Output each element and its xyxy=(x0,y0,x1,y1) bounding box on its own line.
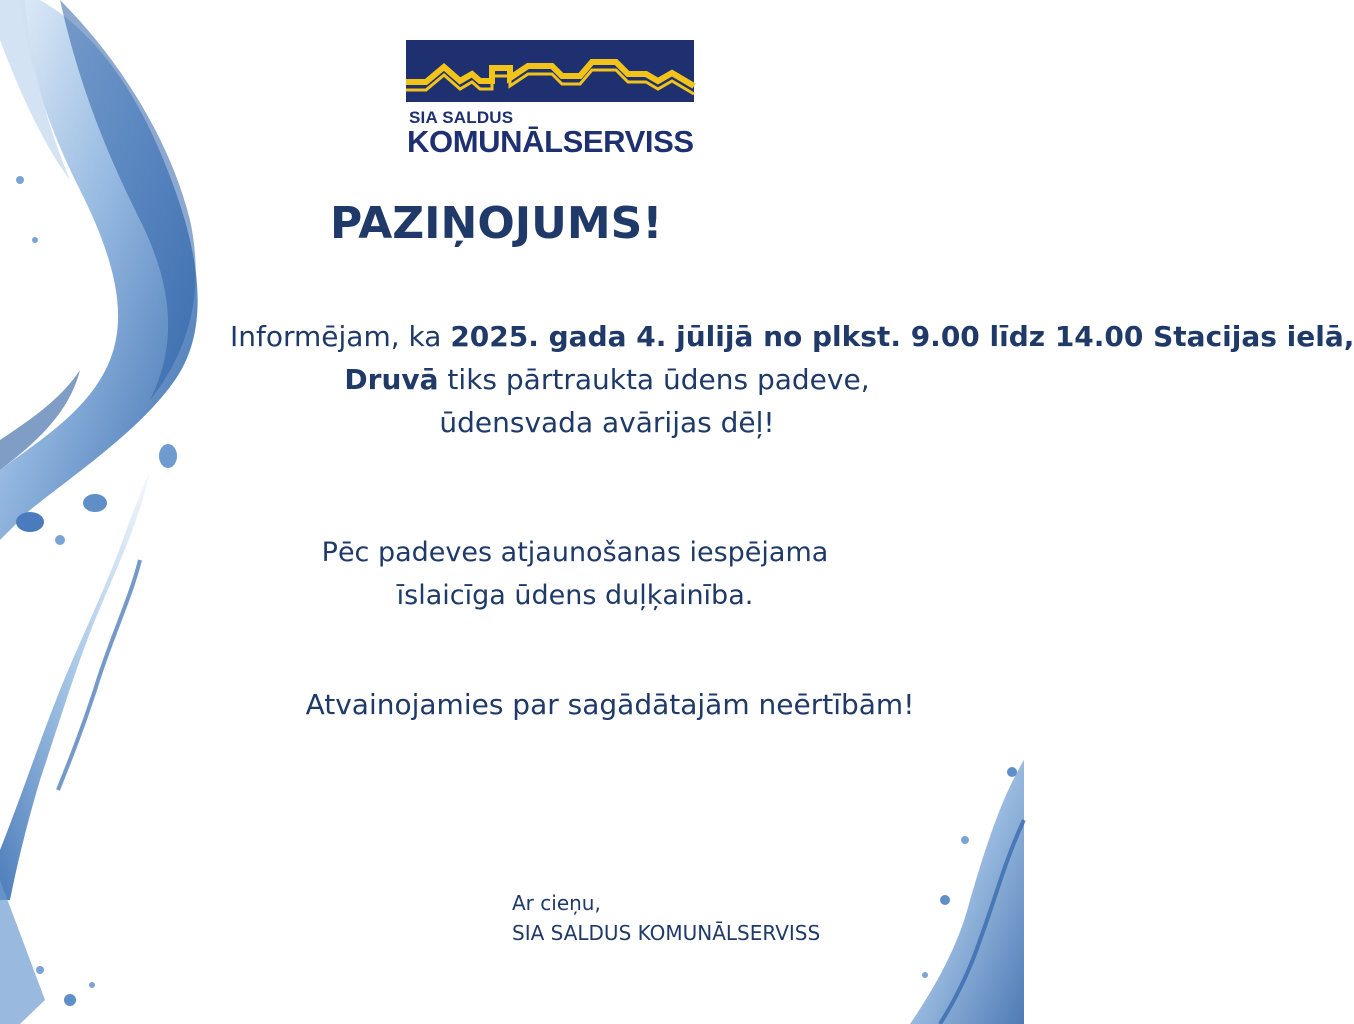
signature-greeting: Ar cieņu, xyxy=(512,891,601,915)
turbidity-notice xyxy=(230,531,920,617)
turbidity-line-2: īslaicīga ūdens duļķainība. xyxy=(396,580,754,611)
turbidity-line-1: Pēc padeves atjaunošanas iespējama xyxy=(321,537,829,568)
notice-intro: Informējam, ka xyxy=(230,320,451,353)
outage-notice xyxy=(230,315,1354,444)
notice-date-time: 2025. gada 4. jūlijā no plkst. 9.00 līdz 14.00 Stacijas ielā, xyxy=(450,320,1354,353)
logo-line-2: KOMUNĀLSERVISS xyxy=(407,124,694,159)
page-title: PAZIŅOJUMS! xyxy=(330,198,663,249)
notice-place: Druvā xyxy=(344,363,439,396)
signature-company: SIA SALDUS KOMUNĀLSERVISS xyxy=(512,921,821,945)
company-logo xyxy=(406,40,694,160)
apology-text: Atvainojamies par sagādātajām neērtībām! xyxy=(305,688,915,721)
logo-line-1: SIA SALDUS xyxy=(409,108,514,127)
notice-rest: tiks pārtraukta ūdens padeve, xyxy=(438,363,870,396)
logo-banner xyxy=(406,40,694,102)
notice-reason: ūdensvada avārijas dēļ! xyxy=(439,406,775,439)
signature xyxy=(512,888,952,948)
